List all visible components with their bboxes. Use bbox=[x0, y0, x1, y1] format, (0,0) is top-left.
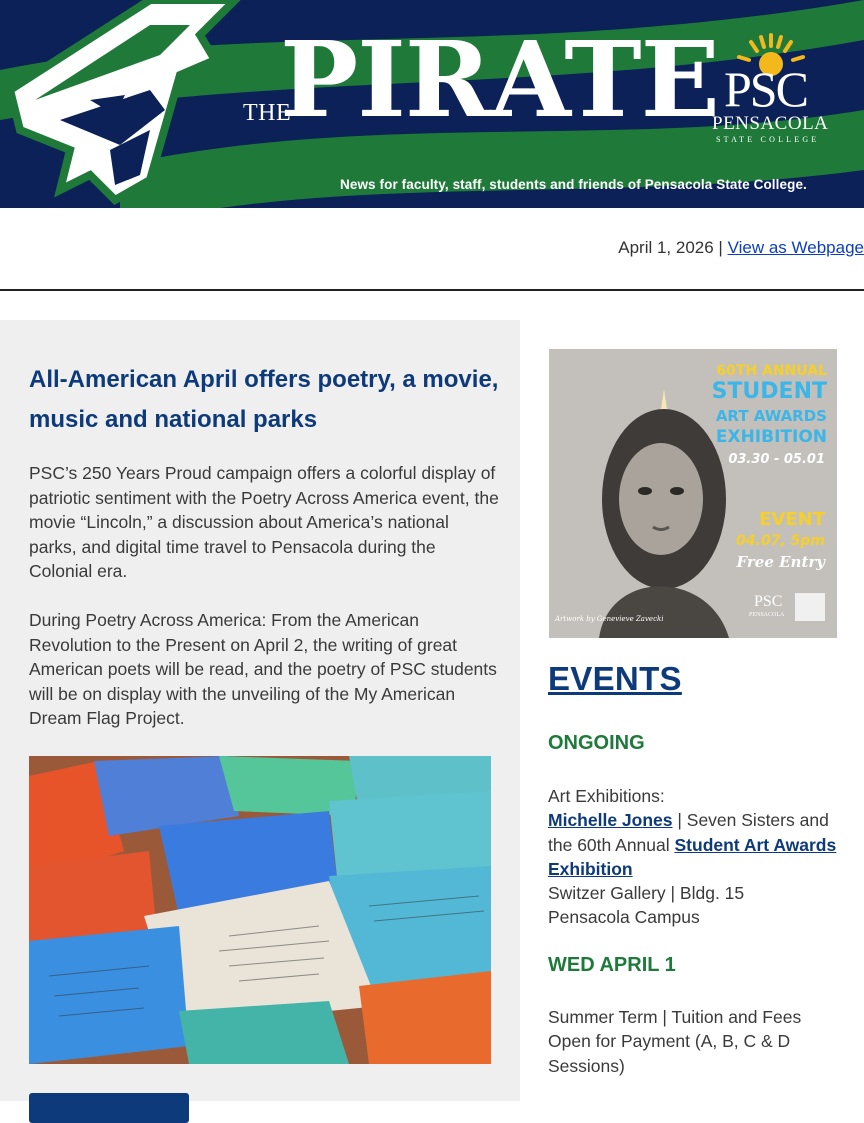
issue-date: April 1, 2026 bbox=[618, 238, 714, 257]
the-label: THE bbox=[243, 100, 292, 126]
article-paragraph-1: PSC’s 250 Years Proud campaign offers a colorful display of patriotic sentiment with the Poetry Across America event, the movie “Lincoln,” a discussion about America’s national parks, and digital time travel to Pensacola during the Colonial era. bbox=[29, 463, 499, 581]
poster-psc-logo: PSC bbox=[754, 593, 783, 610]
events-heading[interactable]: EVENTS bbox=[548, 660, 682, 697]
view-as-webpage-link[interactable]: View as Webpage bbox=[727, 238, 864, 257]
header-banner bbox=[0, 0, 864, 208]
pirate-wordmark: PIRATE bbox=[280, 18, 719, 141]
poster-dates: 03.30 - 05.01 bbox=[728, 452, 825, 467]
flag-project-photo[interactable] bbox=[29, 756, 491, 1064]
poster-psc-name: PENSACOLA bbox=[749, 612, 785, 618]
header-tagline: News for faculty, staff, students and friends of Pensacola State College. bbox=[340, 177, 807, 192]
wed-event-text: Summer Term | Tuition and Fees Open for Payment (A, B, C & D Sessions) bbox=[548, 1007, 802, 1076]
pirate-mascot-icon bbox=[0, 0, 260, 208]
article-headline[interactable]: All-American April offers poetry, a movie, music and national parks bbox=[29, 366, 499, 433]
ongoing-location-b: Pensacola Campus bbox=[548, 907, 700, 928]
wed-april-1-heading: WED APRIL 1 bbox=[548, 954, 676, 976]
michelle-jones-link[interactable]: Michelle Jones bbox=[548, 810, 673, 831]
ongoing-prefix: Art Exhibitions: bbox=[548, 786, 665, 806]
header-divider bbox=[0, 289, 864, 291]
poster-title-3: ART AWARDS bbox=[715, 407, 827, 425]
poster-event-label: EVENT bbox=[759, 509, 825, 530]
student-art-awards-link[interactable]: Student Art Awards Exhibition bbox=[548, 834, 837, 879]
poster-event-time: 04.07, 5pm bbox=[736, 533, 825, 549]
art-awards-poster[interactable] bbox=[549, 349, 837, 638]
poster-free-entry: Free Entry bbox=[736, 553, 825, 571]
psc-logo-sub: STATE COLLEGE bbox=[716, 135, 820, 144]
psc-logo-name: PENSACOLA bbox=[712, 113, 829, 134]
ongoing-heading: ONGOING bbox=[548, 732, 645, 754]
date-separator: | bbox=[713, 238, 728, 257]
date-bar bbox=[0, 238, 864, 258]
poster-title-2: STUDENT bbox=[711, 379, 827, 404]
fabric-flags-image bbox=[29, 756, 491, 1064]
poster-title-1: 60TH ANNUAL bbox=[716, 363, 827, 379]
psc-logo-letters: PSC bbox=[724, 61, 807, 117]
read-more-button[interactable] bbox=[29, 1093, 189, 1123]
ongoing-event-text bbox=[548, 784, 848, 930]
poster-credit: Artwork by Genevieve Zavecki bbox=[555, 615, 664, 623]
ongoing-location-a: Switzer Gallery | Bldg. 15 bbox=[548, 883, 745, 904]
poster-title-4: EXHIBITION bbox=[715, 427, 827, 447]
poster-partner-logo-icon bbox=[795, 593, 825, 621]
article-paragraph-2: During Poetry Across America: From the American Revolution to the Present on April 2, the writing of great American poets will be read, and the poetry of PSC students will be on display with the unveiling of the My American Dream Flag Project. bbox=[29, 610, 497, 728]
ongoing-mid: | Seven Sisters and the 60th Annual bbox=[548, 810, 829, 855]
